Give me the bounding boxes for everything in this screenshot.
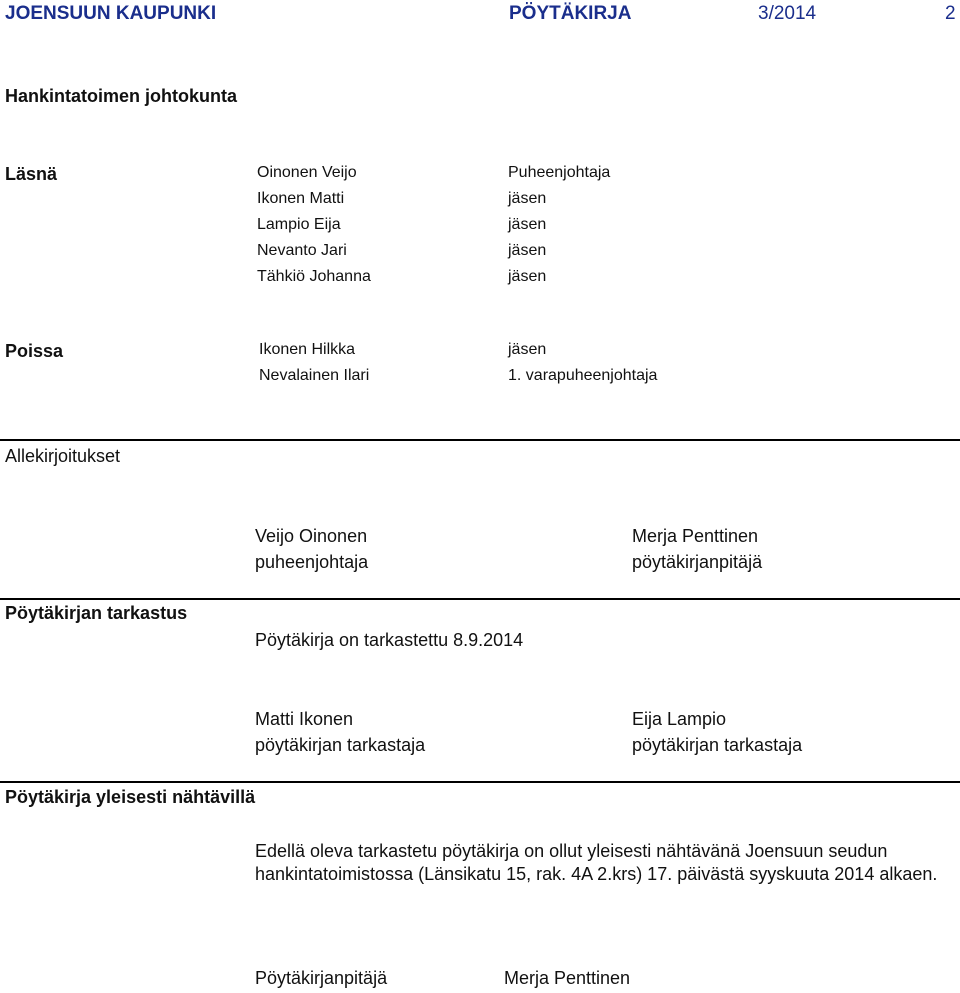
signatures-label: Allekirjoitukset	[5, 446, 121, 466]
member-role: jäsen	[508, 216, 547, 233]
organization-name: JOENSUUN KAUPUNKI	[5, 3, 217, 24]
member-name: Nevanto Jari	[257, 242, 347, 259]
member-name: Ikonen Matti	[257, 190, 345, 207]
member-name: Ikonen Hilkka	[259, 341, 356, 358]
chair-name: Veijo Oinonen	[255, 526, 368, 546]
reviewer-title: pöytäkirjan tarkastaja	[632, 735, 803, 755]
member-name: Tähkiö Johanna	[257, 268, 371, 285]
member-role: jäsen	[508, 190, 547, 207]
member-role: 1. varapuheenjohtaja	[508, 367, 658, 384]
member-role: jäsen	[508, 242, 547, 259]
reviewer-name: Eija Lampio	[632, 709, 727, 729]
signer-name: Merja Penttinen	[504, 968, 631, 988]
absent-label: Poissa	[5, 341, 64, 361]
member-role: jäsen	[508, 341, 547, 358]
section-divider	[0, 781, 960, 783]
member-name: Oinonen Veijo	[257, 164, 357, 181]
signer-title: Pöytäkirjanpitäjä	[255, 968, 388, 988]
member-role: Puheenjohtaja	[508, 164, 611, 181]
document-type: PÖYTÄKIRJA	[509, 3, 632, 24]
document-number: 3/2014	[758, 3, 817, 24]
member-role: jäsen	[508, 268, 547, 285]
section-divider	[0, 598, 960, 600]
review-statement: Pöytäkirja on tarkastettu 8.9.2014	[255, 630, 524, 650]
public-display-text: Edellä oleva tarkastetu pöytäkirja on ollut yleisesti nähtävänä Joensuun seudun hankintatoimistossa (Länsikatu 15, rak. 4A 2.krs) 17. päivästä syyskuuta 2014 alkaen.	[255, 841, 938, 884]
reviewer-title: pöytäkirjan tarkastaja	[255, 735, 426, 755]
review-label: Pöytäkirjan tarkastus	[5, 603, 188, 623]
secretary-title: pöytäkirjanpitäjä	[632, 552, 763, 572]
member-name: Lampio Eija	[257, 216, 341, 233]
member-name: Nevalainen Ilari	[259, 367, 370, 384]
section-divider	[0, 439, 960, 441]
committee-name: Hankintatoimen johtokunta	[5, 86, 238, 106]
page-number: 2	[945, 3, 956, 24]
present-label: Läsnä	[5, 164, 58, 184]
public-display-label: Pöytäkirja yleisesti nähtävillä	[5, 787, 256, 807]
reviewer-name: Matti Ikonen	[255, 709, 354, 729]
secretary-name: Merja Penttinen	[632, 526, 759, 546]
chair-title: puheenjohtaja	[255, 552, 369, 572]
